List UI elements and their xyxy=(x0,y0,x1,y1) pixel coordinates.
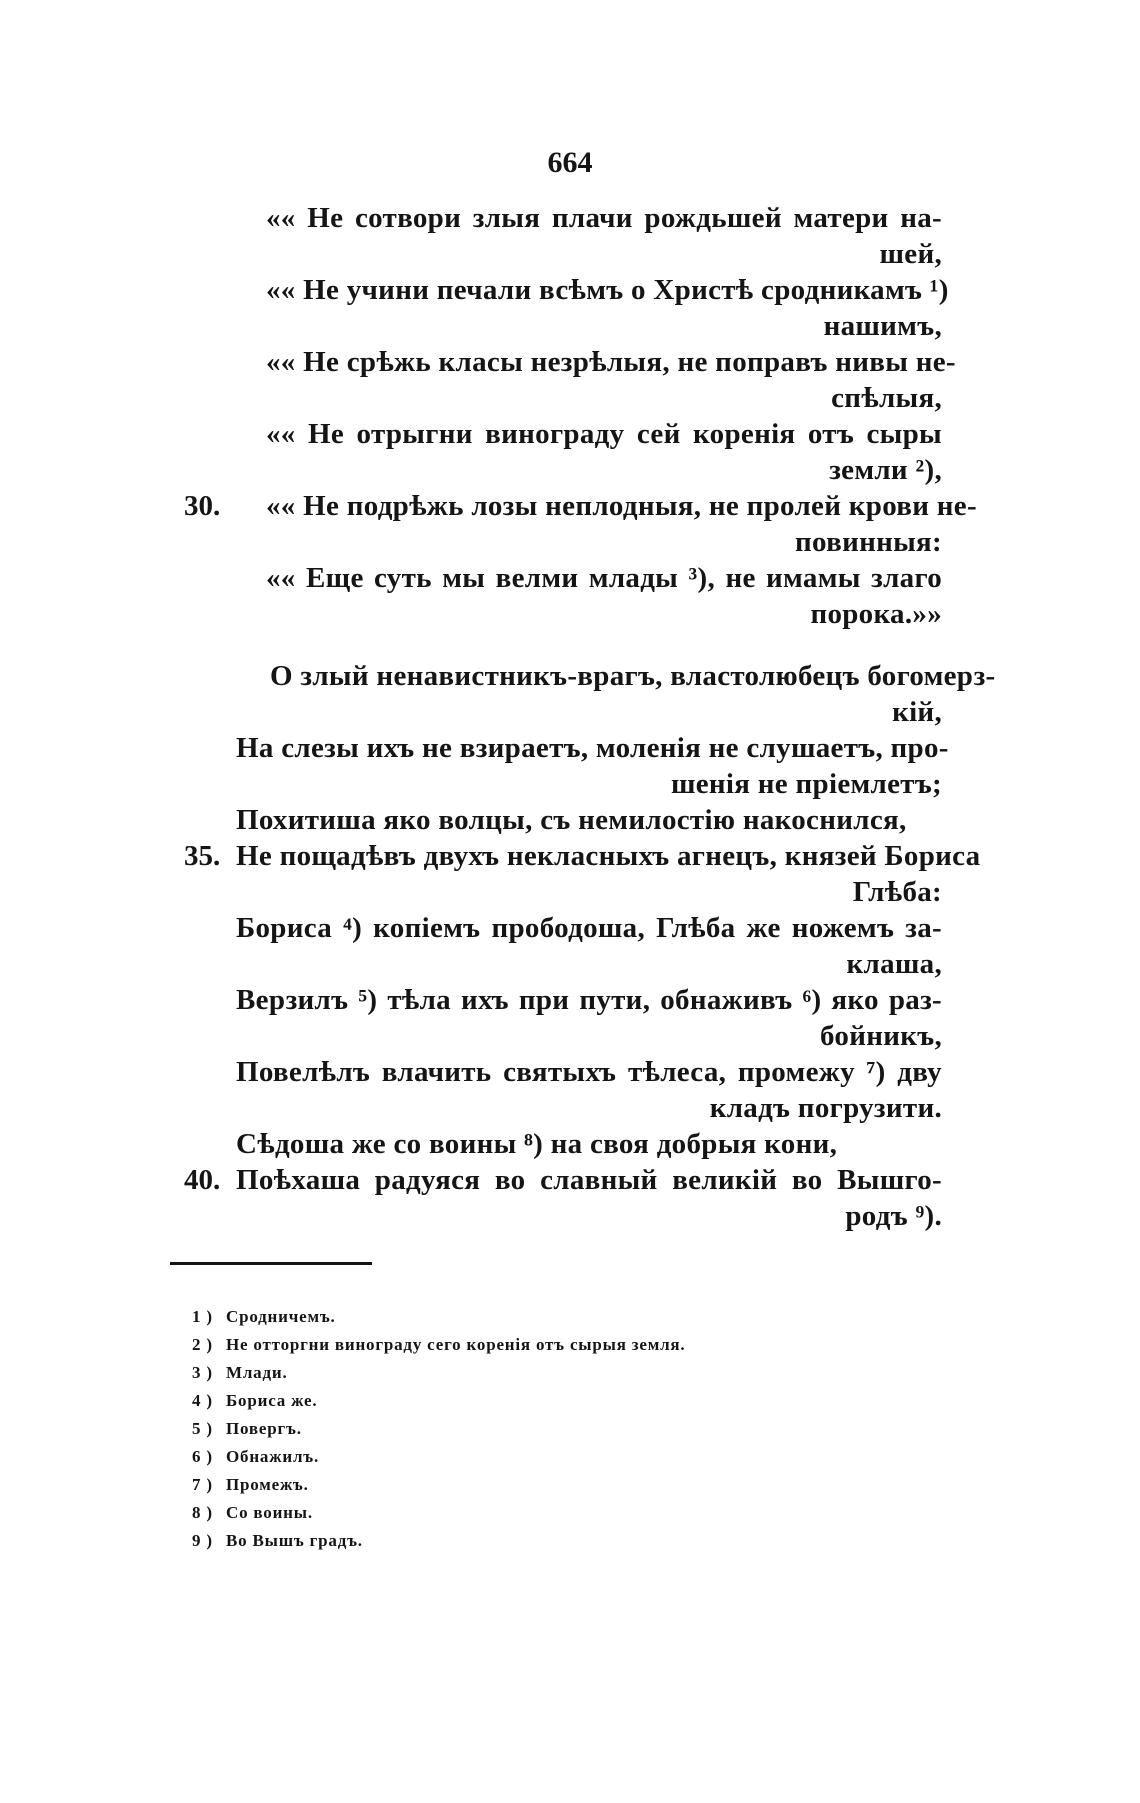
verse-continuation: порока.»» xyxy=(810,598,942,630)
verse-line: О злый ненавистникъ-врагъ, властолюбецъ богомерз- xyxy=(270,660,996,692)
footnote-text: Млади. xyxy=(226,1363,288,1382)
verse-continuation: родъ ⁹). xyxy=(845,1200,942,1232)
verse-line: «« Не учини печали всѣмъ о Христѣ сродникамъ ¹) xyxy=(266,274,949,306)
verse-line: Верзилъ ⁵) тѣла ихъ при пути, обнаживъ ⁶) яко раз- xyxy=(236,984,942,1016)
verse-line: Сѣдоша же со воины ⁸) на своя добрыя кони, xyxy=(236,1128,838,1160)
verse-number: 30. xyxy=(184,490,221,522)
verse-line: «« Не отрыгни винограду сей коренія отъ сыры xyxy=(266,418,942,450)
footnote-number: 6 ) xyxy=(192,1447,213,1466)
footnote xyxy=(192,1362,288,1384)
footnote-number: 4 ) xyxy=(192,1391,213,1410)
footnote-text: Со воины. xyxy=(226,1503,313,1522)
footnote-number: 5 ) xyxy=(192,1419,213,1438)
verse-line: «« Не срѣжь класы незрѣлыя, не поправъ нивы не- xyxy=(266,346,956,378)
footnote xyxy=(192,1474,309,1496)
footnote xyxy=(192,1446,319,1468)
verse-continuation: шенія не пріемлетъ; xyxy=(670,768,942,800)
verse-line: На слезы ихъ не взираетъ, моленія не слушаетъ, про- xyxy=(236,732,949,764)
verse-continuation: Глѣба: xyxy=(852,876,942,908)
footnote-number: 8 ) xyxy=(192,1503,213,1522)
verse-continuation: бойникъ, xyxy=(819,1020,942,1052)
verse-line: Поѣхаша радуяся во славный великій во Вышго- xyxy=(236,1164,942,1196)
verse-continuation: шей, xyxy=(879,238,942,270)
verse-line: Не пощадѣвъ двухъ некласныхъ агнецъ, князей Бориса xyxy=(236,840,981,872)
verse-number: 35. xyxy=(184,840,221,872)
footnote xyxy=(192,1418,302,1440)
footnote xyxy=(192,1390,317,1412)
verse-continuation: повинныя: xyxy=(795,526,942,558)
verse-line: «« Не сотвори злыя плачи рождьшей матери на- xyxy=(266,202,942,234)
footnote-text: Промежъ. xyxy=(226,1475,309,1494)
footnote-number: 1 ) xyxy=(192,1307,213,1326)
footnote-text: Сродничемъ. xyxy=(226,1307,336,1326)
footnote-text: Обнажилъ. xyxy=(226,1447,320,1466)
footnote xyxy=(192,1530,363,1552)
verse-continuation: земли ²), xyxy=(829,454,942,486)
verse-line: «« Не подрѣжь лозы неплодныя, не пролей крови не- xyxy=(266,490,977,522)
verse-continuation: кій, xyxy=(892,696,942,728)
footnote-number: 3 ) xyxy=(192,1363,213,1382)
footnote-text: Бориса же. xyxy=(226,1391,318,1410)
verse-line: Бориса ⁴) копіемъ прободоша, Глѣба же ножемъ за- xyxy=(236,912,942,944)
page-number: 664 xyxy=(547,146,593,179)
footnote xyxy=(192,1306,336,1328)
verse-line: «« Еще суть мы велми млады ³), не имамы злаго xyxy=(266,562,942,594)
footnote-number: 9 ) xyxy=(192,1531,213,1550)
footnote xyxy=(192,1334,685,1356)
footnote xyxy=(192,1502,313,1524)
verse-continuation: клаша, xyxy=(846,948,942,980)
verse-line: Похитиша яко волцы, съ немилостію накоснился, xyxy=(236,804,907,836)
footnote-text: Не отторгни винограду сего коренія отъ сырыя земля. xyxy=(226,1335,686,1354)
verse-number: 40. xyxy=(184,1164,221,1196)
footnote-divider xyxy=(170,1262,372,1265)
footnote-number: 2 ) xyxy=(192,1335,213,1354)
verse-continuation: кладъ погрузити. xyxy=(709,1092,942,1124)
footnote-number: 7 ) xyxy=(192,1475,213,1494)
verse-continuation: спѣлыя, xyxy=(831,382,942,414)
footnote-text: Повергъ. xyxy=(226,1419,302,1438)
footnote-text: Во Вышъ градъ. xyxy=(226,1531,363,1550)
verse-continuation: нашимъ, xyxy=(823,310,942,342)
verse-line: Повелѣлъ влачить святыхъ тѣлеса, промежу ⁷) дву xyxy=(236,1056,942,1088)
